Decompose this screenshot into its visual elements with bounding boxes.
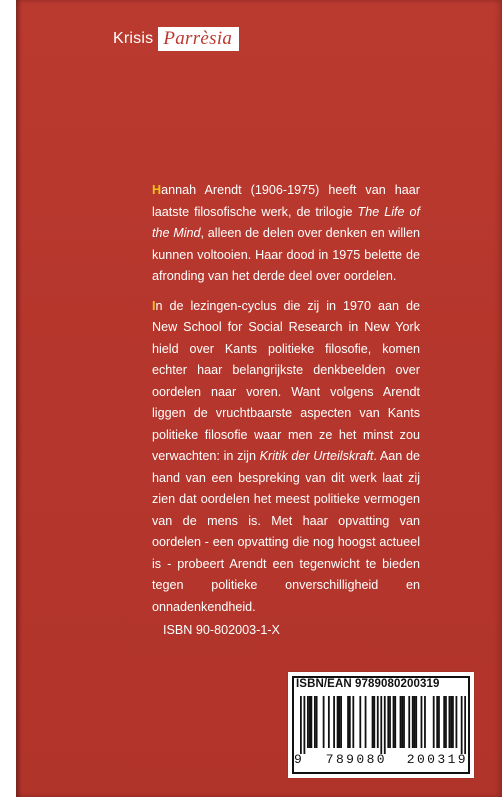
barcode-bar [365, 696, 367, 748]
barcode-bar [328, 696, 330, 748]
barcode-bar [300, 696, 302, 754]
barcode-bar [380, 696, 382, 754]
barcode-right-digits: 200319 [406, 752, 468, 767]
barcode-bar [449, 696, 451, 748]
barcode-bar [456, 696, 458, 748]
isbn-ean-label: ISBN/EAN 9789080200319 [296, 678, 440, 690]
barcode-bars [300, 696, 466, 754]
barcode-bar [352, 696, 354, 748]
barcode-bar [438, 696, 440, 748]
isbn-text: ISBN 90-802003-1-X [163, 623, 280, 637]
paragraph-text: n de lezingen-cyclus die zij in 1970 aan de New School for Social Research in New York hield over Kants politieke filosofie, komen echter haar belangrijkste denkbeelden over oordelen naar voren. Want volgens Arendt liggen de vruchtbaarste aspecten van Kants politieke filosofie waar men ze het minst zou verwachten: in zijn [152, 298, 420, 463]
barcode-bar [309, 696, 311, 748]
barcode-bar [333, 696, 335, 748]
barcode-bar [464, 696, 466, 754]
series-name: Krisis [113, 30, 154, 47]
barcode-bar [347, 696, 349, 748]
barcode-first-digit: 9 [294, 752, 302, 767]
barcode-bar [338, 696, 340, 748]
barcode-bar [443, 696, 445, 748]
barcode-bar [436, 696, 438, 748]
paragraph-initial: H [152, 183, 162, 197]
barcode-bar [393, 696, 395, 748]
paragraph-text: , alleen de delen over denken en willen kunnen voltooien. Haar dood in 1975 belette de afronding van het derde deel over oordelen. [152, 226, 420, 283]
imprint-name: Parrèsia [163, 28, 233, 49]
barcode-bar [307, 696, 309, 748]
blurb-paragraph-2 [152, 296, 420, 619]
barcode-bar [389, 696, 391, 748]
barcode-bar [394, 696, 396, 748]
barcode-bar [387, 696, 389, 748]
barcode-bar [415, 696, 417, 748]
blurb-paragraph-1 [152, 180, 420, 288]
barcode-bar [310, 696, 312, 748]
barcode-bar [400, 696, 402, 748]
publisher-logo [113, 27, 239, 51]
barcode-bar [421, 696, 423, 748]
barcode-bar [373, 696, 375, 748]
barcode-bar [424, 696, 426, 748]
spine-shadow [16, 0, 22, 797]
barcode-bar [452, 696, 454, 748]
barcode-bar [314, 696, 316, 748]
barcode-bar [377, 696, 379, 748]
barcode-bar [445, 696, 447, 748]
barcode-bar [414, 696, 416, 748]
barcode-bar [401, 696, 403, 748]
imprint-logo-box [158, 27, 239, 51]
barcode-sticker [288, 672, 474, 778]
barcode-bar [303, 696, 305, 754]
paragraph-initial: I [152, 298, 156, 313]
barcode-bar [403, 696, 405, 748]
book-title: Kritik der Urteilskraft [259, 449, 374, 463]
barcode-bar [337, 696, 339, 748]
barcode-bar [433, 696, 435, 748]
barcode-bar [461, 696, 463, 754]
barcode-bar [340, 696, 342, 748]
barcode-left-digits: 789080 [325, 752, 387, 767]
barcode-bar [384, 696, 386, 754]
barcode-bar [316, 696, 318, 748]
barcode-bar [412, 696, 414, 748]
barcode-bar [323, 696, 325, 748]
barcode-bar [372, 696, 374, 748]
paragraph-text: . Aan de hand van een bespreking van dit werk laat zij zien dat oordelen het meest politieke vermogen van de mens is. Met haar opvatting van oordelen - een opvatting die nog hoogst actueel is - probeert Arendt een tegenwicht te bieden tegen politieke onverschilligheid en onnadenkendheid. [152, 449, 420, 614]
barcode-bar [450, 696, 452, 748]
barcode-bar [349, 696, 351, 748]
book-title: The Life of the Mind [152, 204, 420, 240]
paragraph-text: annah Arendt (1906-1975) heeft van haar laatste filosofische werk, de trilogie [152, 183, 420, 219]
barcode-bar [359, 696, 361, 748]
barcode-digits [294, 752, 468, 767]
blurb-text [152, 180, 420, 642]
barcode-bar [408, 696, 410, 748]
